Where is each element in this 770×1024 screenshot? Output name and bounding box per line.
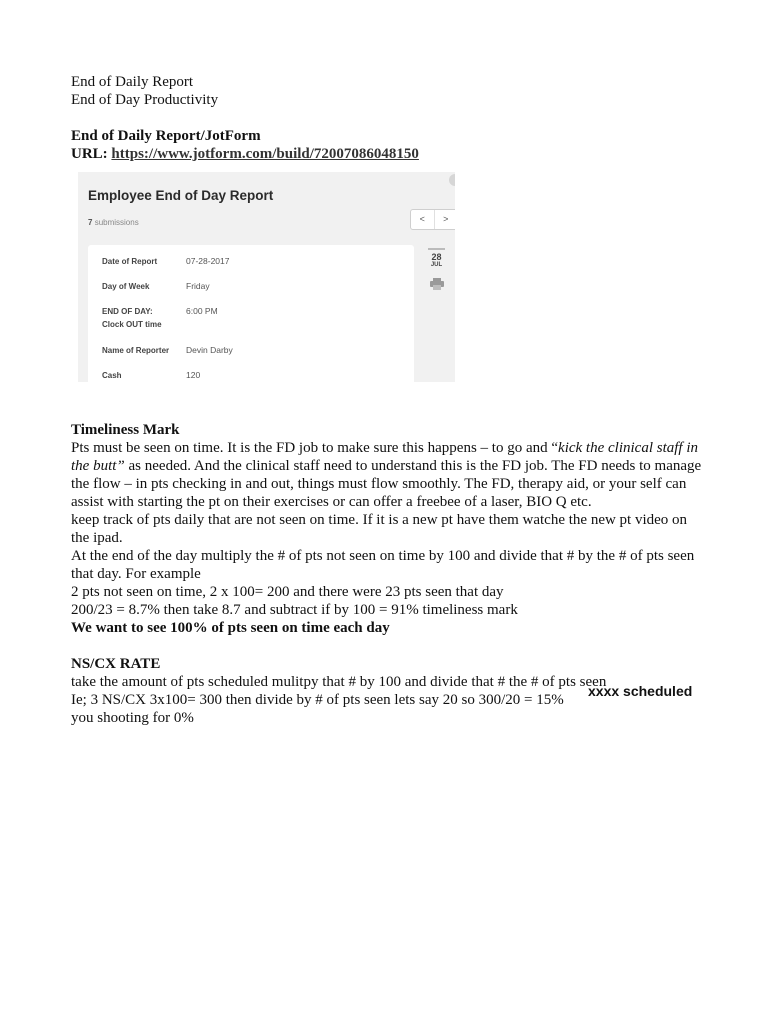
submissions-label: submissions (94, 218, 139, 227)
nscx-paragraph-1: take the amount of pts scheduled mulitpy that # by 100 and divide that # the # of pts seen (71, 674, 607, 690)
example-line-2: 200/23 = 8.7% then take 8.7 and subtract if by 100 = 91% timeliness mark (71, 602, 518, 618)
submissions-number: 7 (88, 218, 93, 227)
field-value: Friday (186, 281, 210, 291)
field-label: Cash (102, 371, 122, 380)
corner-circle (449, 174, 455, 186)
timeliness-text-b: as needed. And the clinical staff need to understand this is the FD job. The FD needs to manage the flow – in pts checking in and out, things must flow smoothly. The FD, therapy aid, or your self can assist with starting the pt on their exercises or can offer a freebee of a laser, BIO Q etc. (71, 458, 702, 510)
submissions-count (88, 214, 139, 232)
field-label: Day of Week (102, 282, 150, 291)
calendar-icon (428, 248, 445, 269)
calendar-day: 28 (431, 252, 442, 262)
url-label: URL: (71, 146, 108, 162)
form-title: Employee End of Day Report (88, 188, 274, 203)
timeliness-italic: kick the clinical staff in the butt” (71, 440, 698, 474)
nscx-paragraph-2: Ie; 3 NS/CX 3x100= 300 then divide by # of pts seen lets say 20 so 300/20 = 15% (71, 692, 564, 708)
calendar-month: JUL (430, 262, 443, 268)
nscx-paragraph-3: you shooting for 0% (71, 710, 194, 726)
spacer (71, 382, 705, 400)
example-line-1: 2 pts not seen on time, 2 x 100= 200 and there were 23 pts seen that day (71, 584, 504, 600)
report-title-line: End of Daily Report (71, 74, 194, 90)
tracking-paragraph: keep track of pts daily that are not seen on time. If it is a new pt have them watche the new pt video on the ipad. (71, 512, 688, 546)
productivity-title-line: End of Day Productivity (71, 92, 219, 108)
timeliness-paragraph (71, 439, 705, 511)
jotform-heading: End of Daily Report/JotForm (71, 128, 261, 144)
spacer (71, 400, 705, 421)
spacer (71, 109, 705, 127)
calculation-paragraph: At the end of the day multiply the # of pts not seen on time by 100 and divide that # by the # of pts seen that day. For example (71, 548, 695, 582)
url-line (71, 145, 705, 163)
timeliness-goal: We want to see 100% of pts seen on time each day (71, 620, 390, 636)
field-label: END OF DAY: Clock OUT time (102, 307, 162, 329)
print-icon[interactable] (430, 278, 444, 290)
field-value: 120 (186, 370, 201, 380)
document-body (71, 73, 705, 727)
field-label: Date of Report (102, 257, 158, 266)
nscx-heading: NS/CX RATE (71, 656, 161, 672)
scheduled-overlay-text: xxxx scheduled (588, 683, 693, 699)
field-value: 07-28-2017 (186, 256, 230, 266)
jotform-screenshot (78, 172, 455, 382)
spacer (71, 637, 705, 655)
field-value: 6:00 PM (186, 306, 218, 316)
submission-card (88, 245, 414, 382)
field-label: Name of Reporter (102, 346, 170, 355)
jotform-link[interactable]: https://www.jotform.com/build/72007086048150 (111, 146, 419, 162)
prev-button[interactable]: < (419, 214, 425, 224)
field-value: Devin Darby (186, 345, 233, 355)
timeliness-text-a: Pts must be seen on time. It is the FD job to make sure this happens – to go and “ (71, 440, 559, 456)
timeliness-heading: Timeliness Mark (71, 422, 180, 438)
pager (410, 209, 455, 230)
next-button[interactable]: > (434, 210, 456, 229)
